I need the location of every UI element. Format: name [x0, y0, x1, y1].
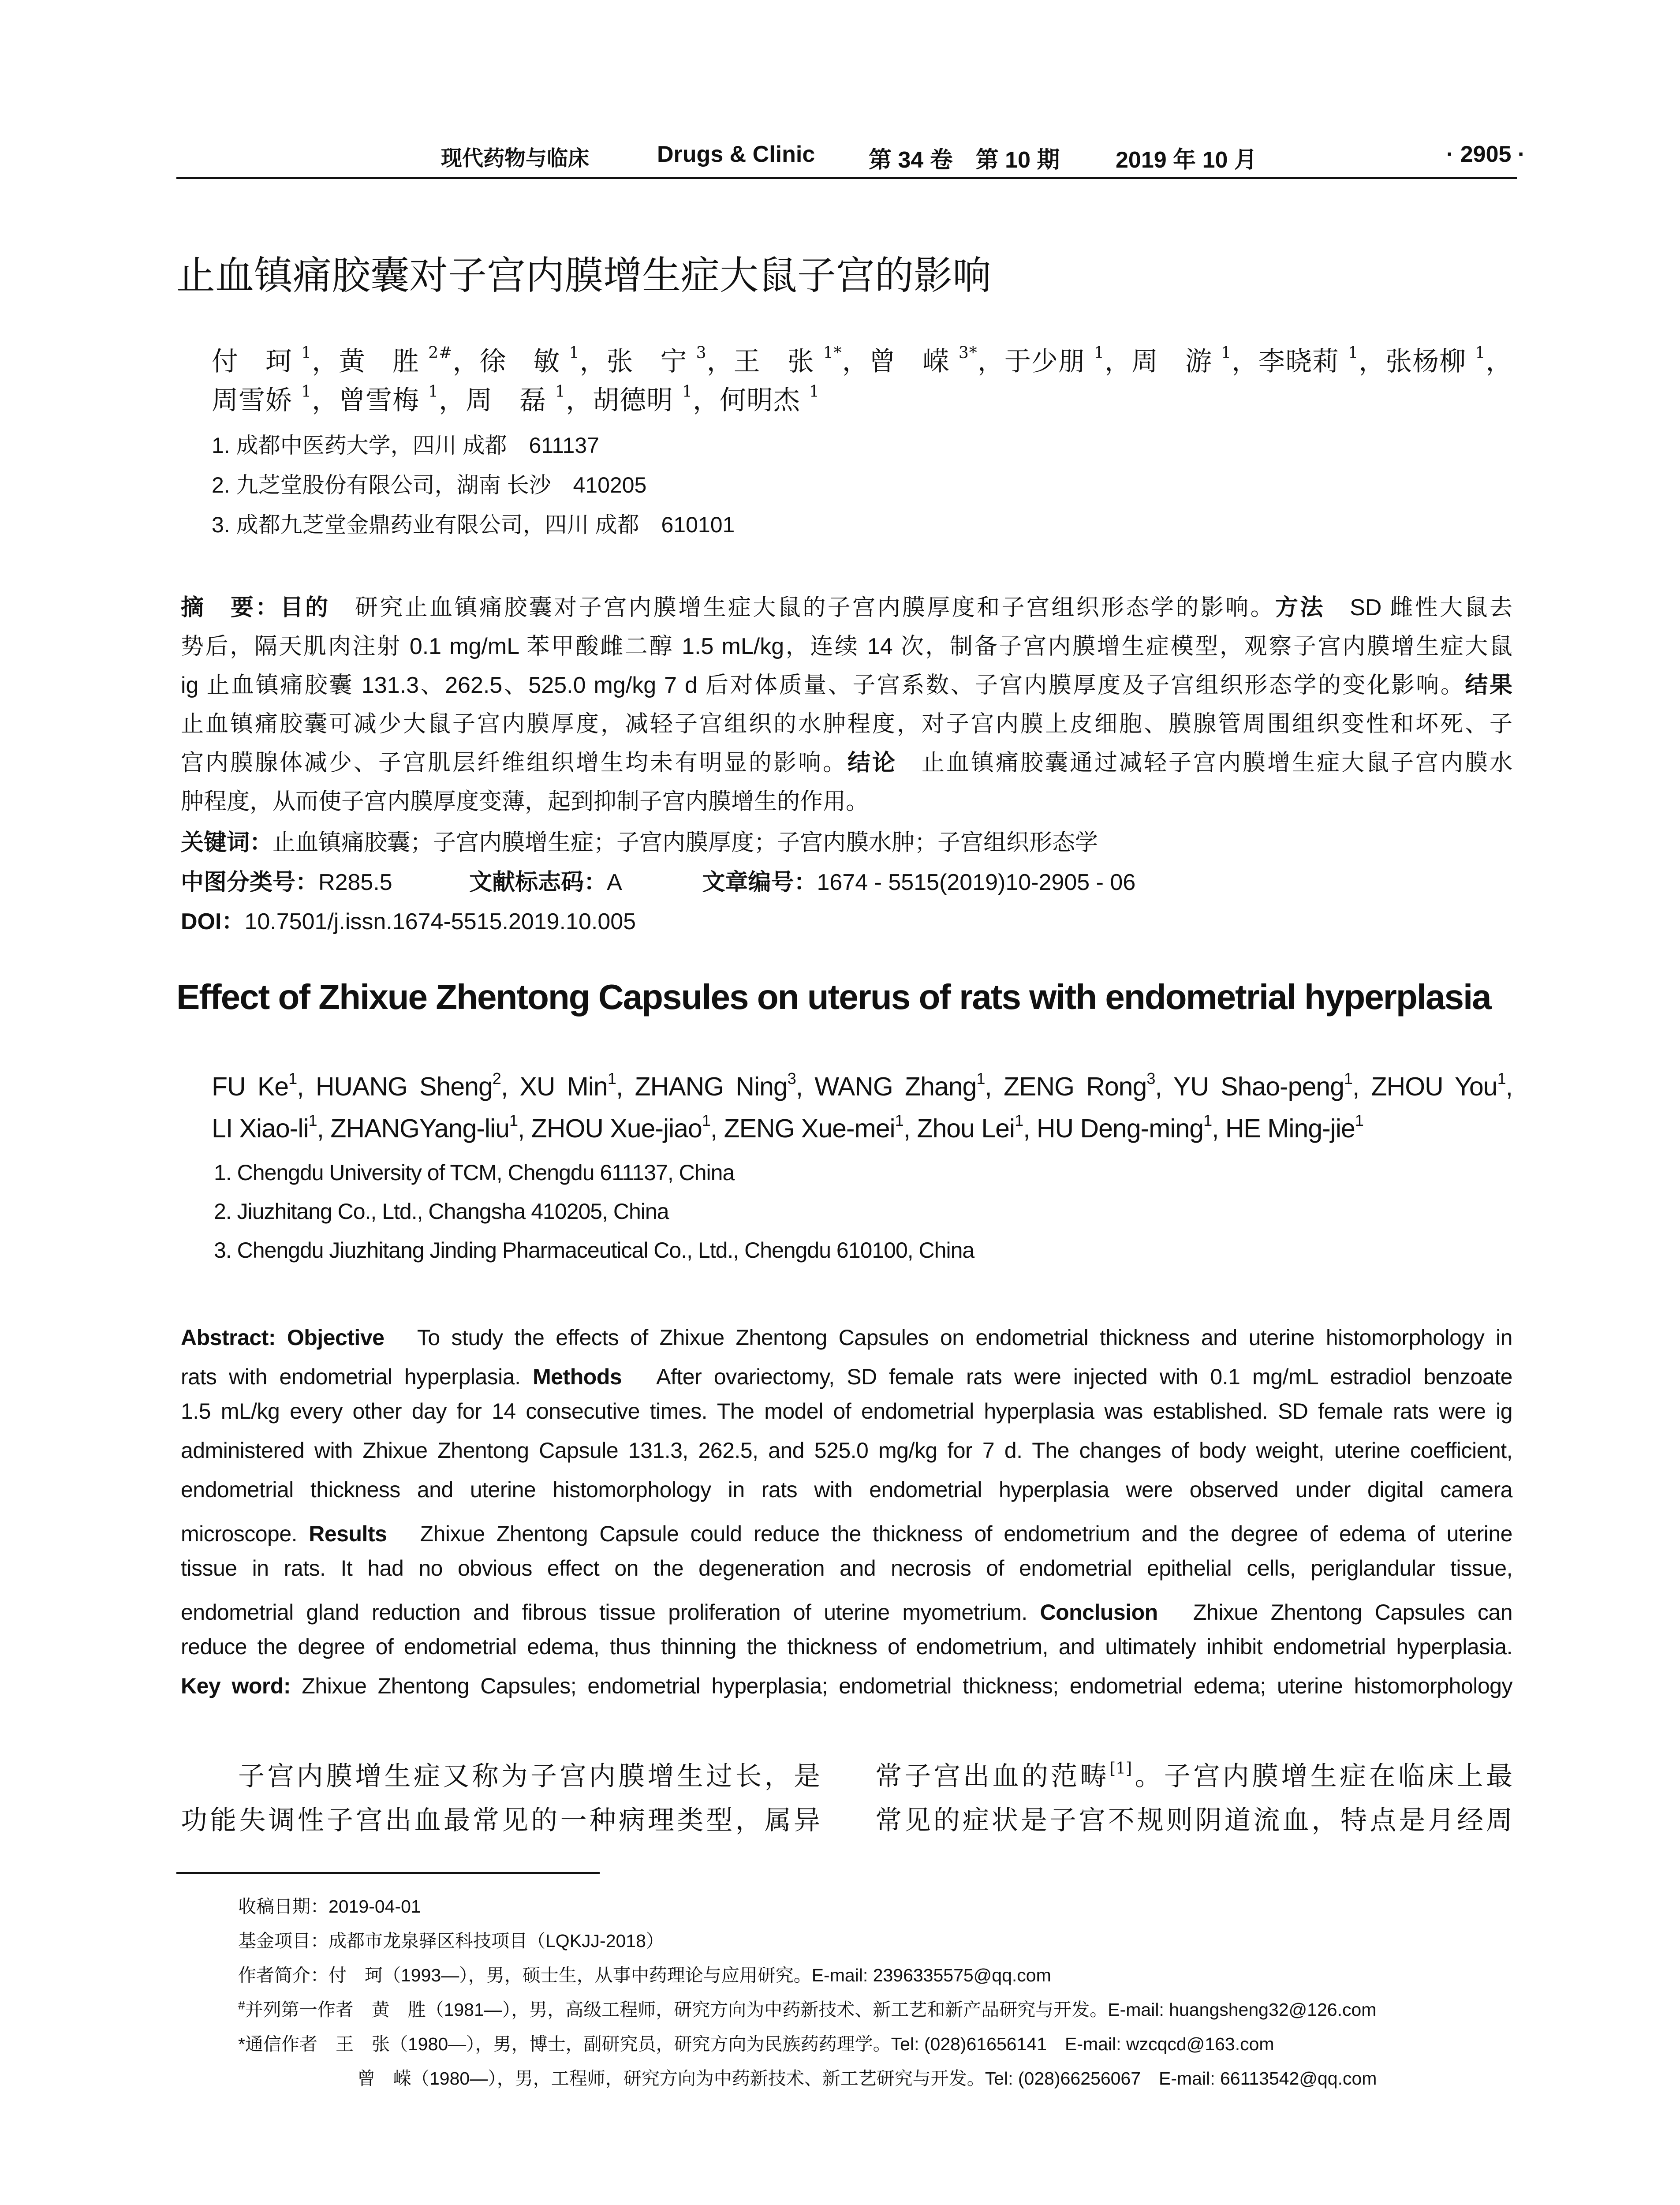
- footnote-received: 收稿日期：2019-04-01: [238, 1896, 421, 1917]
- authors-cn-line-2: [212, 379, 820, 417]
- author-en: HUANG Sheng$^2$,: [315, 1069, 520, 1101]
- author-en: YU Shao-peng$^1$,: [1173, 1069, 1371, 1101]
- body-right-line-2: 常见的症状是子宫不规则阴道流血，特点是月经周: [875, 1805, 1512, 1836]
- body-left-line-1: 子宫内膜增生症又称为子宫内膜增生过长，是: [238, 1761, 820, 1792]
- footnote-fund: 基金项目：成都市龙泉驿区科技项目（LQKJJ-2018）: [238, 1931, 664, 1951]
- title-en: Effect of Zhixue Zhentong Capsules on uterus of rats with endometrial hyperplasia: [176, 977, 1491, 1017]
- author-en: ZENG Xue-mei$^1$,: [724, 1111, 917, 1143]
- author-cn: 于少朋 $^1$，: [1004, 344, 1131, 377]
- authors-cn-line-1: [212, 340, 1512, 378]
- doi-line: DOI：10.7501/j.issn.1674-5515.2019.10.005: [181, 909, 636, 934]
- methods-label-en: Methods: [533, 1364, 622, 1389]
- abstract-en-label: Abstract:: [181, 1325, 276, 1350]
- authors-en-line-2: [212, 1111, 1363, 1144]
- author-en: Zhou Lei$^1$,: [917, 1111, 1037, 1143]
- author-cn: 周 磊 $^1$，: [465, 383, 593, 416]
- author-en: HE Ming-jie$^1$: [1225, 1111, 1363, 1143]
- author-en: XU Min$^1$,: [519, 1069, 635, 1101]
- author-cn: 黄 胜 $^{2\#}$，: [339, 344, 480, 377]
- affiliation-cn-3: 3. 成都九芝堂金鼎药业有限公司，四川 成都 610101: [212, 512, 735, 537]
- abstract-en-line-2: rats with endometrial hyperplasia. Methods After ovariectomy, SD female rats were injected with 0.1 mg/mL estradiol benzoate: [181, 1364, 1512, 1389]
- objective-label-en: Objective: [287, 1325, 385, 1350]
- author-cn: 曾 嵘 $^{3*}$，: [869, 344, 1004, 377]
- abstract-cn-line-5: 宫内膜腺体减少、子宫肌层纤维组织增生均未有明显的影响。结论 止血镇痛胶囊通过减轻子宫内膜增生症大鼠子宫内膜水: [181, 750, 1512, 776]
- author-en: FU Ke$^1$,: [212, 1069, 316, 1101]
- issue-date: 2019 年 10 月: [1116, 147, 1257, 173]
- affiliation-cn-1: 1. 成都中医药大学，四川 成都 611137: [212, 433, 599, 458]
- footnote-cofirst: #并列第一作者 黄 胜（1981—），男，高级工程师，研究方向为中药新技术、新工艺和新产品研究与开发。E-mail: huangsheng32@126.com: [238, 1998, 1377, 2020]
- author-cn: 胡德明 $^1$，: [592, 383, 720, 416]
- affiliation-en-2: 2. Jiuzhitang Co., Ltd., Changsha 410205, China: [214, 1199, 669, 1224]
- authors-en-line-1: [212, 1069, 1512, 1102]
- abstract-en-line-4: administered with Zhixue Zhentong Capsule 131.3, 262.5, and 525.0 mg/kg for 7 d. The changes of body weight, uterine coefficient,: [181, 1438, 1512, 1463]
- abstract-en-line-8: endometrial gland reduction and fibrous tissue proliferation of uterine myometrium. Conclusion Zhixue Zhentong Capsules can: [181, 1600, 1513, 1625]
- affiliation-en-3: 3. Chengdu Jiuzhitang Jinding Pharmaceutical Co., Ltd., Chengdu 610100, China: [214, 1238, 974, 1263]
- abstract-en-line-6: microscope. Results Zhixue Zhentong Capsule could reduce the thickness of endometrium and the degree of edema of uterine: [181, 1521, 1512, 1546]
- journal-name-en: Drugs & Clinic: [657, 142, 815, 167]
- keywords-en: Key word: Zhixue Zhentong Capsules; endometrial hyperplasia; endometrial thickness; endometrial edema; uterine histomorphology: [181, 1674, 1512, 1698]
- author-cn: 周雪娇 $^1$，: [212, 383, 339, 416]
- author-cn: 张杨柳 $^1$，: [1385, 344, 1513, 377]
- journal-name-cn: 现代药物与临床: [441, 146, 590, 171]
- results-label-cn: 结果: [1465, 673, 1512, 698]
- abstract-cn-line-6: 肿程度，从而使子宫内膜厚度变薄，起到抑制子宫内膜增生的作用。: [181, 789, 869, 815]
- abstract-cn-line-4: 止血镇痛胶囊可减少大鼠子宫内膜厚度，减轻子宫组织的水肿程度，对子宫内膜上皮细胞、膜腺管周围组织变性和坏死、子: [181, 711, 1512, 737]
- abstract-cn-line-1: 摘 要：目的 研究止血镇痛胶囊对子宫内膜增生症大鼠的子宫内膜厚度和子宫组织形态学的影响。方法 SD 雌性大鼠去: [181, 595, 1512, 620]
- author-cn: 张 宁 $^3$，: [606, 344, 734, 377]
- author-cn: 曾雪梅 $^1$，: [338, 383, 466, 416]
- author-en: LI Xiao-$li^1$,: [212, 1111, 331, 1143]
- footnote-author: 作者简介：付 珂（1993—），男，硕士生，从事中药理论与应用研究。E-mail: 2396335575@qq.com: [238, 1965, 1051, 1985]
- objective-label-cn: 目的: [280, 595, 330, 620]
- conclusion-label-en: Conclusion: [1040, 1600, 1158, 1625]
- methods-label-cn: 方法: [1275, 595, 1325, 620]
- footnote-corresponding: *通信作者 王 张（1980—），男，博士，副研究员，研究方向为民族药药理学。Tel: (028)61656141 E-mail: wzcqcd@163.com: [238, 2034, 1274, 2054]
- footnote-corresponding-2: 曾 嵘（1980—），男，工程师，研究方向为中药新技术、新工艺研究与开发。Tel: (028)66256067 E-mail: 66113542@qq.com: [357, 2068, 1377, 2089]
- abstract-en-line-3: 1.5 mL/kg every other day for 14 consecutive times. The model of endometrial hyperplasia was established. SD female rats were ig: [181, 1399, 1512, 1424]
- author-cn: 付 珂 $^1$，: [212, 344, 339, 377]
- abstract-cn-label: 摘 要：: [181, 595, 280, 620]
- affiliation-en-1: 1. Chengdu University of TCM, Chengdu 611137, China: [214, 1160, 735, 1185]
- header-rule: [176, 177, 1517, 179]
- citation-ref: [1]: [1109, 1760, 1132, 1778]
- author-cn: 李晓莉 $^1$，: [1258, 344, 1386, 377]
- keywords-cn: 关键词：止血镇痛胶囊；子宫内膜增生症；子宫内膜厚度；子宫内膜水肿；子宫组织形态学: [181, 830, 1098, 856]
- author-cn: 周 游 $^1$，: [1131, 344, 1259, 377]
- running-header: [176, 141, 1526, 176]
- author-en: HU Deng-ming$^1$,: [1036, 1111, 1225, 1143]
- author-en: ZHOU You$^1$,: [1371, 1069, 1512, 1101]
- author-en: ZHANG Ning$^3$,: [635, 1069, 815, 1101]
- abstract-en-line-9: reduce the degree of endometrial edema, thus thinning the thickness of endometrium, and ultimately inhibit endometrial hyperplasia.: [181, 1634, 1512, 1659]
- body-left-line-2: 功能失调性子宫出血最常见的一种病理类型，属异: [181, 1805, 820, 1836]
- footnote-rule: [176, 1872, 600, 1874]
- abstract-en-line-1: Abstract: Objective To study the effects of Zhixue Zhentong Capsules on endometrial thickness and uterine histomorphology in: [181, 1325, 1512, 1350]
- volume-issue: 第 34 卷 第 10 期: [869, 147, 1060, 173]
- title-cn: 止血镇痛胶囊对子宫内膜增生症大鼠子宫的影响: [176, 254, 992, 297]
- conclusion-label-cn: 结论: [847, 750, 897, 776]
- abstract-cn-line-3: ig 止血镇痛胶囊 131.3、262.5、525.0 mg/kg 7 d 后对体质量、子宫系数、子宫内膜厚度及子宫组织形态学的变化影响。结果: [181, 673, 1512, 698]
- page-number: · 2905 ·: [1446, 142, 1526, 167]
- results-label-en: Results: [309, 1521, 387, 1546]
- abstract-en-line-7: tissue in rats. It had no obvious effect on the degeneration and necrosis of endometrial epithelial cells, periglandular tissue,: [181, 1556, 1512, 1581]
- author-en: ZHANGYang-liu$^1$,: [330, 1111, 531, 1143]
- abstract-en-line-5: endometrial thickness and uterine histomorphology in rats with endometrial hyperplasia were observed under digital camera: [181, 1477, 1512, 1502]
- classification-line: 中图分类号：R285.5 文献标志码：A 文章编号：1674 - 5515(2019)10-2905 - 06: [181, 870, 1136, 895]
- body-right-line-1: 常子宫出血的范畴[1]。子宫内膜增生症在临床上最: [875, 1760, 1513, 1792]
- author-en: ZENG Rong$^3$,: [1004, 1069, 1173, 1101]
- abstract-cn-line-2: 势后，隔天肌肉注射 0.1 mg/mL 苯甲酸雌二醇 1.5 mL/kg，连续 14 次，制备子宫内膜增生症模型，观察子宫内膜增生症大鼠: [181, 634, 1512, 659]
- affiliation-cn-2: 2. 九芝堂股份有限公司，湖南 长沙 410205: [212, 473, 647, 497]
- author-en: WANG Zhang$^1$,: [814, 1069, 1004, 1101]
- author-cn: 何明杰 $^1$: [719, 383, 820, 416]
- author-en: ZHOU Xue-jiao$^1$,: [531, 1111, 724, 1143]
- author-cn: 徐 敏 $^1$，: [479, 344, 607, 377]
- author-cn: 王 张 $^{1*}$，: [733, 344, 869, 377]
